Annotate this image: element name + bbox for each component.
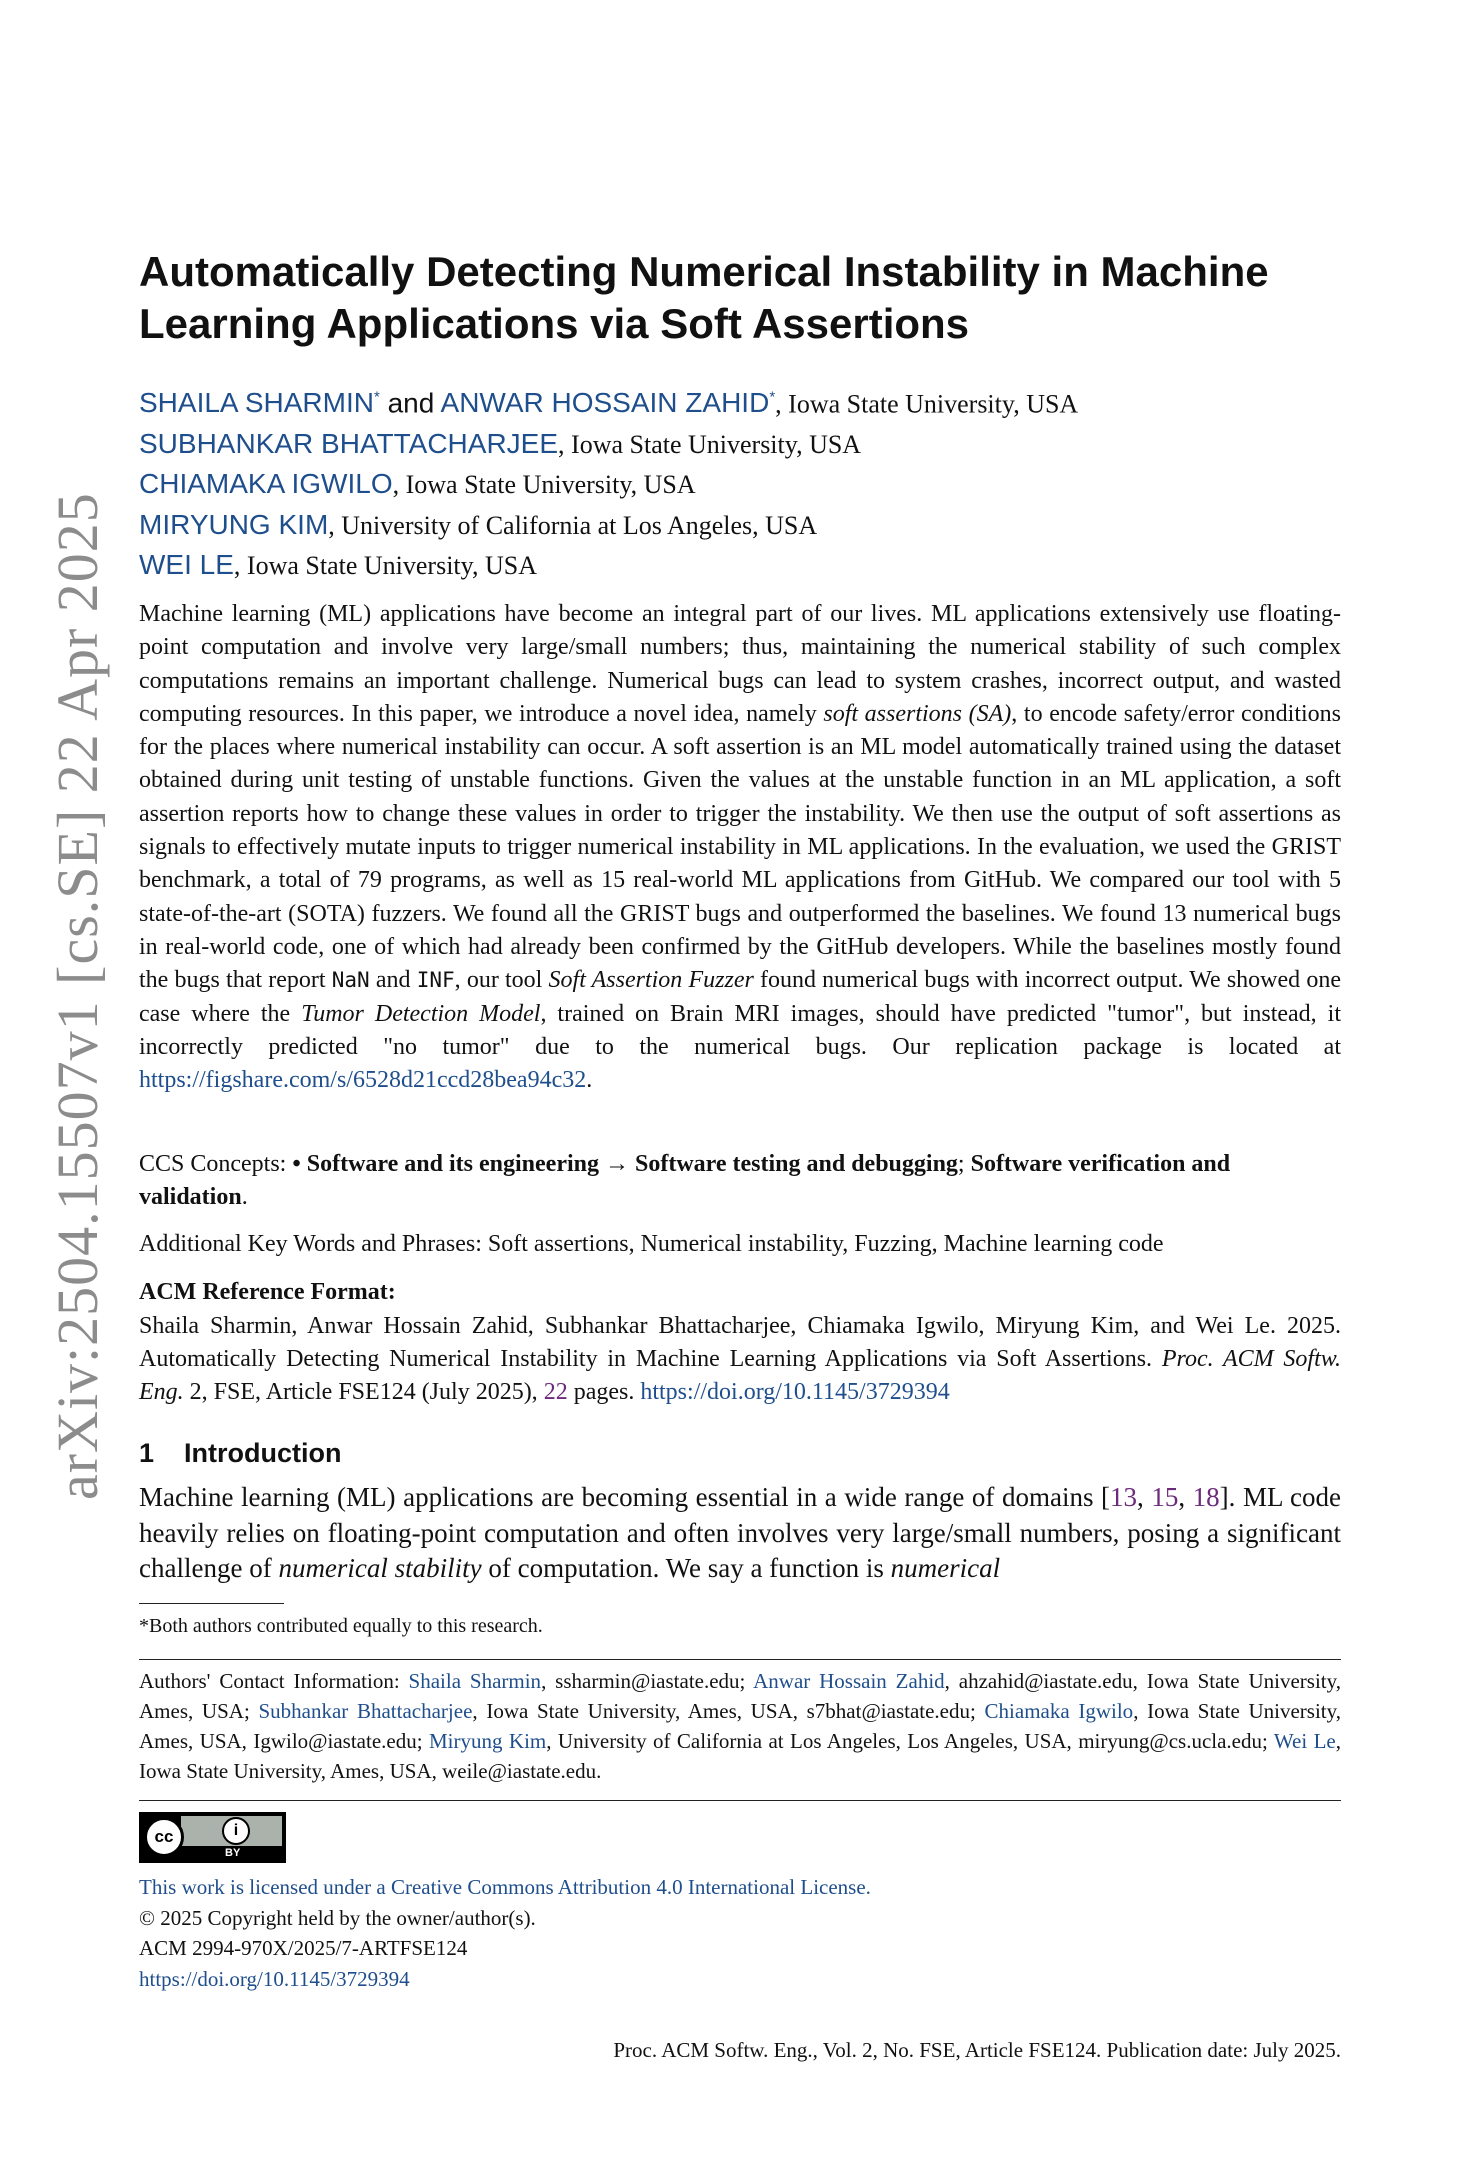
arxiv-stamp: arXiv:2504.15507v1 [cs.SE] 22 Apr 2025 bbox=[45, 492, 110, 1500]
author-name[interactable]: ANWAR HOSSAIN ZAHID* bbox=[440, 387, 776, 419]
contact-author-link[interactable]: Subhankar Bhattacharjee bbox=[258, 1699, 473, 1723]
doi-link[interactable]: https://doi.org/10.1145/3729394 bbox=[640, 1379, 950, 1405]
author-affiliation: , Iowa State University, USA bbox=[233, 551, 537, 581]
author-name[interactable]: WEI LE bbox=[139, 549, 234, 581]
author-name[interactable]: CHIAMAKA IGWILO bbox=[139, 468, 393, 500]
acm-id-line: ACM 2994-970X/2025/7-ARTFSE124 bbox=[139, 1936, 468, 1960]
abstract: Machine learning (ML) applications have become an integral part of our lives. ML applications extensively use floating-point computation and involve very large/small numbers; thus, maintaining the numerical stability of such complex computations remains an important challenge. Numerical bugs can lead to system crashes, incorrect output, and wasted computing resources. In this paper, we introduce a novel idea, namely soft assertions (SA), to encode safety/error conditions for the places where numerical instability can occur. A soft assertion is an ML model automatically trained using the dataset obtained during unit testing of unstable functions. Given the values at the unstable function in an ML application, a soft assertion reports how to change these values in order to trigger the instability. We then use the output of soft assertions as signals to effectively mutate inputs to trigger numerical instability in ML applications. In the evaluation, we used the GRIST benchmark, a total of 79 programs, as well as 15 real-world ML applications from GitHub. We compared our tool with 5 state-of-the-art (SOTA) fuzzers. We found all the GRIST bugs and outperformed the baselines. We found 13 numerical bugs in real-world code, one of which had already been confirmed by the GitHub developers. While the baselines mostly found the bugs that report NaN and INF, our tool Soft Assertion Fuzzer found numerical bugs with incorrect output. We showed one case where the Tumor Detection Model, trained on Brain MRI images, should have predicted "tumor", but instead, it incorrectly predicted "no tumor" due to the numerical bugs. Our replication package is located at https://figshare.com/s/6528d21ccd28bea94c32. bbox=[139, 601, 1342, 1094]
contact-author-link[interactable]: Chiamaka Igwilo bbox=[984, 1699, 1134, 1723]
page-count-link[interactable]: 22 bbox=[543, 1379, 568, 1405]
replication-package-link[interactable]: https://figshare.com/s/6528d21ccd28bea94c32 bbox=[139, 1067, 587, 1094]
author-line-5 bbox=[139, 545, 1341, 586]
section-title: Introduction bbox=[184, 1438, 342, 1468]
author-contact-info: Authors' Contact Information: Shaila Sharmin, ssharmin@iastate.edu; Anwar Hossain Zahid, ahzahid@iastate.edu, Iowa State University, Ames, USA; Subhankar Bhattacharjee, Iowa State University, Ames, USA, s7bhat@iastate.edu; Chiamaka Igwilo, Iowa State University, Ames, USA, Igwilo@iastate.edu; Miryung Kim, University of California at Los Angeles, Los Angeles, USA, miryung@cs.ucla.edu; Wei Le, Iowa State University, Ames, USA, weile@iastate.edu. bbox=[139, 1669, 1342, 1783]
copyright-line: © 2025 Copyright held by the owner/author(s). bbox=[139, 1905, 536, 1930]
keywords: Additional Key Words and Phrases: Soft assertions, Numerical instability, Fuzzing, Machine learning code bbox=[139, 1231, 1164, 1257]
author-line-2 bbox=[139, 424, 1341, 465]
page-footer: Proc. ACM Softw. Eng., Vol. 2, No. FSE, Article FSE124. Publication date: July 2025. bbox=[613, 2038, 1341, 2062]
contact-author-link[interactable]: Miryung Kim bbox=[428, 1729, 547, 1753]
footnote: *Both authors contributed equally to this research. bbox=[139, 1615, 543, 1637]
citation-link[interactable]: 15 bbox=[1151, 1482, 1179, 1512]
citation-link[interactable]: 13 bbox=[1110, 1482, 1138, 1512]
author-name[interactable]: SHAILA SHARMIN* bbox=[139, 387, 380, 419]
author-name[interactable]: MIRYUNG KIM bbox=[139, 508, 329, 540]
ccs-concepts: CCS Concepts: • Software and its engineering → Software testing and debugging; Software verification and validation. bbox=[139, 1151, 1231, 1210]
by-label: BY bbox=[225, 1847, 241, 1859]
creative-commons-icon: cc bbox=[144, 1817, 184, 1857]
license-doi-link[interactable]: https://doi.org/10.1145/3729394 bbox=[139, 1966, 410, 1991]
attribution-person-icon: i bbox=[222, 1817, 250, 1845]
citation-link[interactable]: 18 bbox=[1192, 1482, 1220, 1512]
contact-author-link[interactable]: Wei Le bbox=[1273, 1729, 1336, 1753]
intro-paragraph: Machine learning (ML) applications are becoming essential in a wide range of domains [13, 15, 18]. ML code heavily relies on floating-point computation and often involves very large/small numbers, posing a significant challenge of numerical stability of computation. We say a function is numerical bbox=[139, 1482, 1342, 1583]
divider bbox=[139, 1800, 1341, 1801]
cc-by-license-badge[interactable] bbox=[139, 1812, 286, 1863]
contact-author-link[interactable]: Shaila Sharmin bbox=[408, 1669, 542, 1693]
author-line-3 bbox=[139, 464, 1341, 505]
paper-title: Automatically Detecting Numerical Instability in Machine Learning Applications via Soft Assertions bbox=[139, 248, 1269, 347]
contact-author-link[interactable]: Anwar Hossain Zahid bbox=[753, 1669, 945, 1693]
divider bbox=[139, 1659, 1341, 1660]
author-line-4 bbox=[139, 505, 1341, 546]
section-number: 1 bbox=[139, 1438, 155, 1468]
author-affiliation: , Iowa State University, USA bbox=[558, 429, 862, 459]
license-block bbox=[139, 1872, 1341, 1994]
author-list bbox=[139, 378, 1341, 586]
author-affiliation: , Iowa State University, USA bbox=[775, 389, 1079, 419]
author-affiliation: , University of California at Los Angeles, USA bbox=[328, 510, 818, 540]
footnote-rule bbox=[139, 1603, 284, 1604]
author-line-1 bbox=[139, 378, 1341, 424]
author-conjunction: and bbox=[379, 387, 441, 419]
author-affiliation: , Iowa State University, USA bbox=[392, 470, 696, 500]
acm-reference-text: Shaila Sharmin, Anwar Hossain Zahid, Subhankar Bhattacharjee, Chiamaka Igwilo, Miryung Kim, and Wei Le. 2025. Automatically Detecting Numerical Instability in Machine Learning Applications via Soft Assertions. Proc. ACM Softw. Eng. 2, FSE, Article FSE124 (July 2025), 22 pages. https://doi.org/10.1145/3729394 bbox=[139, 1313, 1341, 1405]
section-heading bbox=[139, 1436, 1341, 1470]
acm-reference-heading: ACM Reference Format: bbox=[139, 1279, 396, 1305]
author-name[interactable]: SUBHANKAR BHATTACHARJEE bbox=[139, 427, 559, 459]
license-link[interactable]: This work is licensed under a Creative Commons Attribution 4.0 International License. bbox=[139, 1875, 871, 1899]
